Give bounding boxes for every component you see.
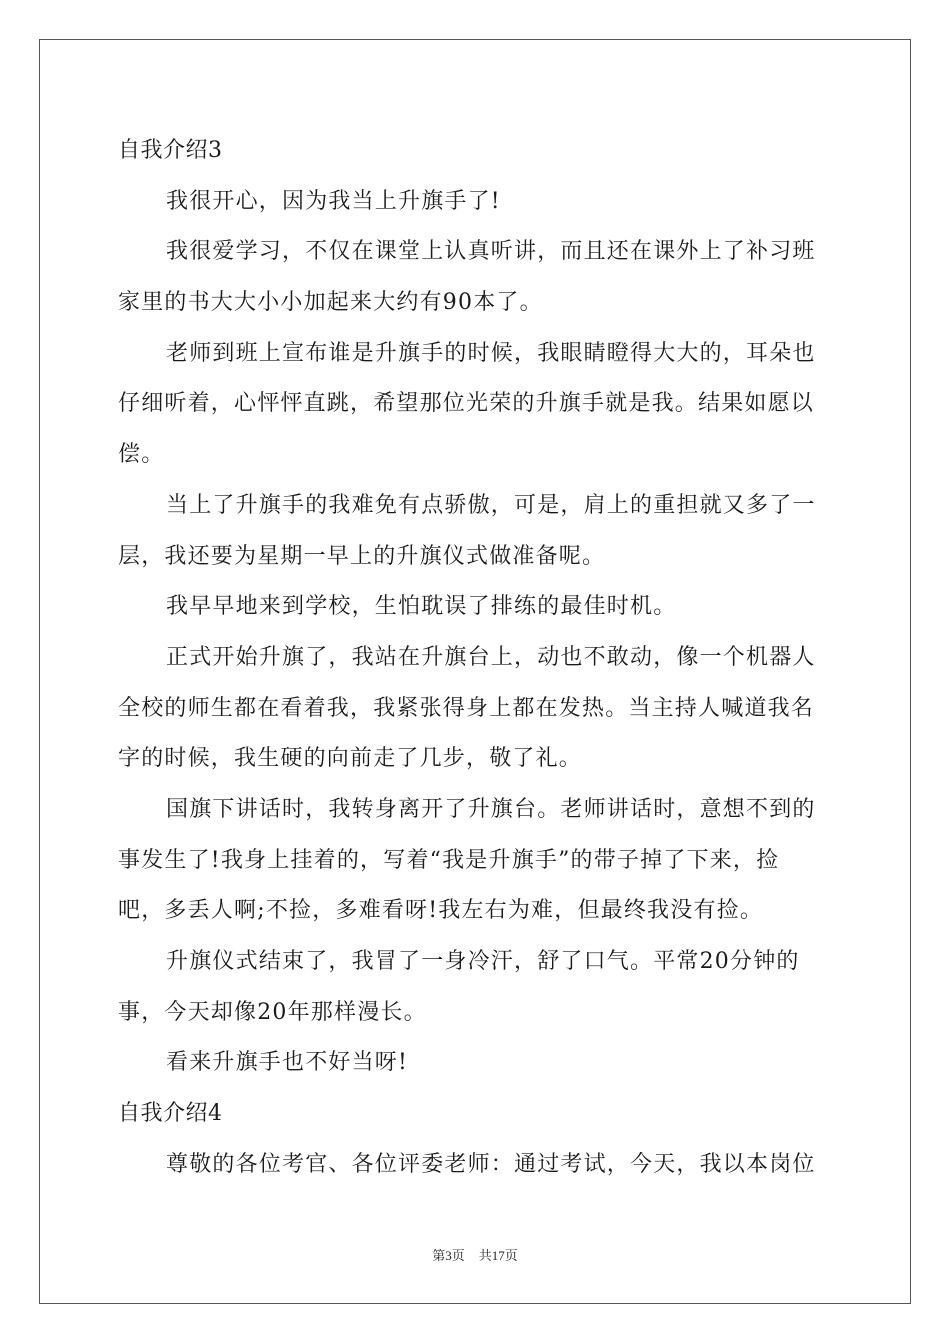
text-line: 国旗下讲话时，我转身离开了升旗台。老师讲话时，意想不到的 [166, 796, 816, 822]
text-line: 我很开心，因为我当上升旗手了! [166, 188, 501, 214]
text-line: 我早早地来到学校，生怕耽误了排练的最佳时机。 [166, 594, 677, 620]
page-total: 共17页 [478, 1248, 518, 1263]
page-footer [0, 1245, 950, 1264]
section-heading: 自我介绍3 [118, 138, 223, 163]
text-line: 层，我还要为星期一早上的升旗仪式做准备呢。 [118, 543, 606, 569]
text-line: 事，今天却像20年那样漫长。 [118, 999, 427, 1025]
text-line: 我很爱学习，不仅在课堂上认真听讲，而且还在课外上了补习班 [166, 239, 816, 265]
page-number: 第3页 [432, 1248, 465, 1263]
text-line: 当上了升旗手的我难免有点骄傲，可是，肩上的重担就又多了一 [166, 492, 816, 518]
section-heading: 自我介绍4 [118, 1101, 223, 1127]
text-line: 仔细听着，心怦怦直跳，希望那位光荣的升旗手就是我。结果如愿以 [118, 391, 815, 417]
text-line: 吧，多丢人啊;不捡，多难看呀!我左右为难，但最终我没有捡。 [118, 898, 764, 924]
text-line: 字的时候，我生硬的向前走了几步，敬了礼。 [118, 746, 583, 772]
text-line: 全校的师生都在看着我，我紧张得身上都在发热。当主持人喊道我名 [118, 695, 815, 721]
text-line: 家里的书大大小小加起来大约有90本了。 [118, 290, 543, 316]
text-line: 看来升旗手也不好当呀! [166, 1050, 409, 1076]
text-line: 升旗仪式结束了，我冒了一身冷汗，舒了口气。平常20分钟的 [166, 949, 800, 974]
text-line: 正式开始升旗了，我站在升旗台上，动也不敢动，像一个机器人 [166, 644, 816, 670]
text-line: 偿。 [118, 442, 165, 468]
text-line: 事发生了!我身上挂着的，写着“我是升旗手”的带子掉了下来，捡 [118, 847, 780, 873]
text-line: 尊敬的各位考官、各位评委老师：通过考试，今天，我以本岗位 [166, 1151, 816, 1177]
text-line: 老师到班上宣布谁是升旗手的时候，我眼睛瞪得大大的，耳朵也 [166, 340, 816, 366]
document-body [118, 126, 838, 1190]
